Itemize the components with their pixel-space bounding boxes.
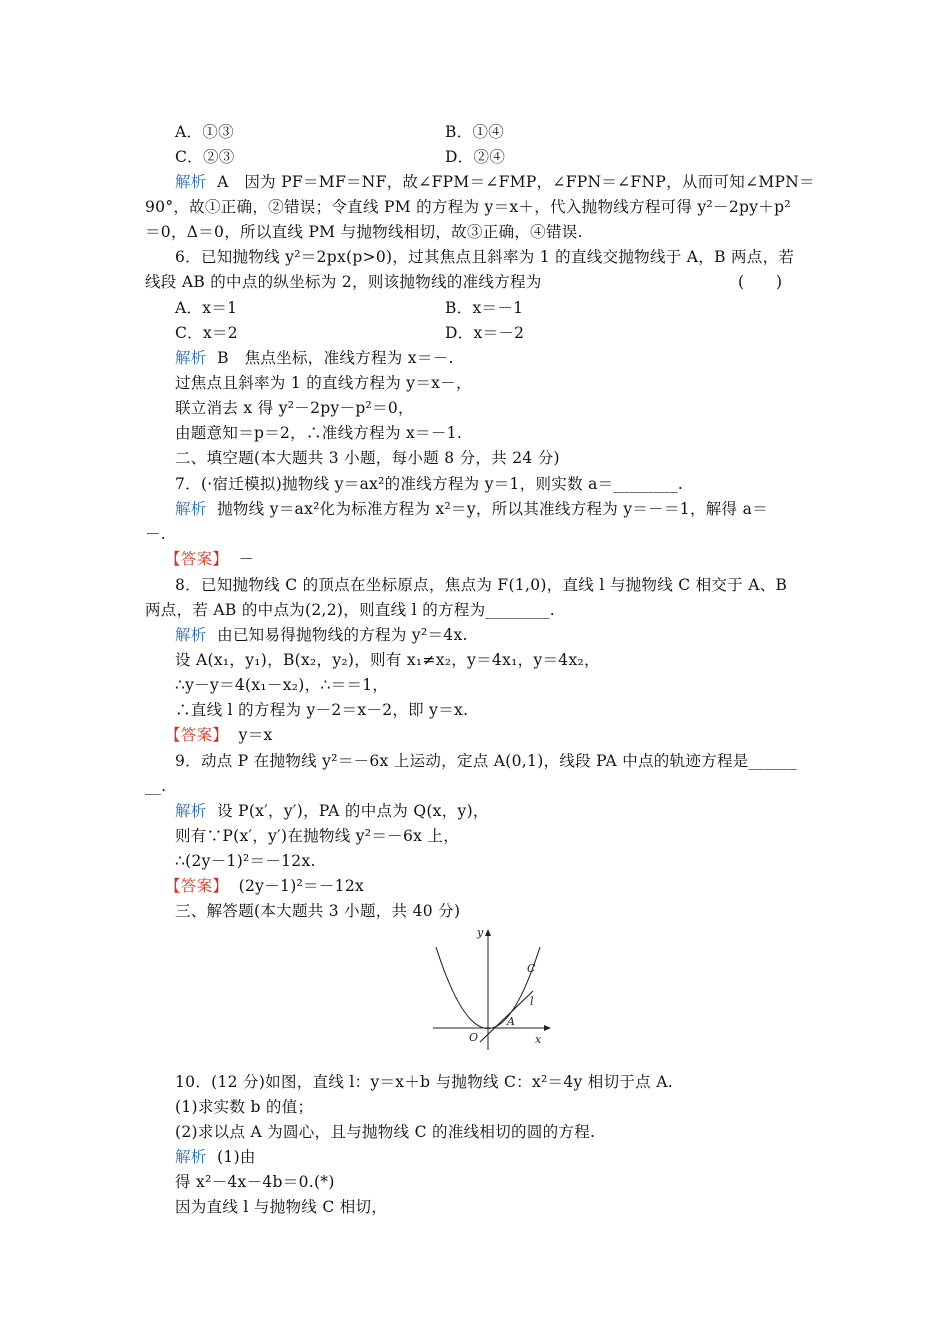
q8-solution-line4: ∴直线 l 的方程为 y－2＝x－2，即 y＝x.: [175, 701, 469, 719]
q9-stem-line2: __.: [145, 777, 167, 795]
q6-stem-line1: 6．已知抛物线 y²＝2px(p>0)，过其焦点且斜率为 1 的直线交抛物线于 A，B 两点，若: [175, 248, 795, 266]
q5-option-b: B．①④: [445, 123, 505, 141]
q5-option-a: A．①③: [175, 123, 234, 141]
q7-answer: 【答案】 －: [165, 550, 255, 568]
q8-answer: 【答案】 y＝x: [165, 726, 273, 744]
origin-label: O: [469, 1031, 479, 1044]
q7-stem: 7．(·宿迁模拟)抛物线 y＝ax²的准线方程为 y＝1，则实数 a＝________.: [175, 475, 684, 493]
q8-stem-line2: 两点，若 AB 的中点为(2,2)，则直线 l 的方程为________.: [145, 601, 556, 619]
solution-tag: 解析: [175, 626, 207, 644]
x-axis-arrow: [544, 1025, 551, 1031]
section-heading-fill-in: 二、填空题(本大题共 3 小题，每小题 8 分，共 24 分): [175, 449, 560, 467]
q10-solution-line3: 因为直线 l 与抛物线 C 相切，: [175, 1198, 388, 1216]
q6-option-a: A．x＝1: [175, 299, 238, 317]
q10-part2: (2)求以点 A 为圆心，且与抛物线 C 的准线相切的圆的方程.: [175, 1123, 596, 1141]
q9-solution-line2: 则有∵P(x′，y′)在抛物线 y²＝－6x 上，: [175, 827, 459, 845]
q8-solution-line2: 设 A(x₁，y₁)，B(x₂，y₂)，则有 x₁≠x₂，y＝4x₁，y＝4x₂，: [175, 651, 600, 669]
q10-part1: (1)求实数 b 的值；: [175, 1098, 314, 1116]
solution-tag: 解析: [175, 349, 207, 367]
curve-c-label: C: [527, 962, 536, 975]
q8-stem-line1: 8．已知抛物线 C 的顶点在坐标原点，焦点为 F(1,0)，直线 l 与抛物线 C 相交于 A、B: [175, 576, 788, 594]
q5-option-d: D．②④: [445, 148, 506, 166]
q9-stem-line1: 9．动点 P 在抛物线 y²＝－6x 上运动，定点 A(0,1)，线段 PA 中点的轨迹方程是______: [175, 752, 797, 770]
q8-solution-line3: ∴y－y＝4(x₁－x₂)，∴＝＝1，: [175, 676, 389, 694]
q7-solution-line2: －.: [145, 525, 167, 543]
parabola-figure: [425, 925, 555, 1055]
section-heading-answer: 三、解答题(本大题共 3 小题，共 40 分): [175, 902, 461, 920]
q5-option-c: C．②③: [175, 148, 235, 166]
solution-tag: 解析: [175, 173, 207, 191]
q9-solution-line3: ∴(2y－1)²＝－12x.: [175, 852, 316, 870]
q6-answer-paren: ( ): [738, 273, 783, 291]
q7-solution-line1: 解析 抛物线 y＝ax²化为标准方程为 x²＝y，所以其准线方程为 y＝－＝1，解得 a＝: [175, 500, 768, 518]
q6-solution-line2: 过焦点且斜率为 1 的直线方程为 y＝x－，: [175, 374, 472, 392]
q10-stem: 10．(12 分)如图，直线 l：y＝x＋b 与抛物线 C：x²＝4y 相切于点 A.: [175, 1073, 673, 1091]
q6-option-c: C．x＝2: [175, 324, 238, 342]
q9-answer: 【答案】 (2y－1)²＝－12x: [165, 877, 365, 895]
q10-solution-line2: 得 x²－4x－4b＝0.(*): [175, 1173, 335, 1191]
q6-stem-line2: 线段 AB 的中点的纵坐标为 2，则该抛物线的准线方程为: [145, 273, 542, 291]
solution-tag: 解析: [175, 802, 207, 820]
q10-solution-line1: 解析 (1)由: [175, 1148, 256, 1166]
point-a-label: A: [507, 1015, 515, 1028]
q8-solution-line1: 解析 由已知易得抛物线的方程为 y²＝4x.: [175, 626, 468, 644]
solution-tag: 解析: [175, 1148, 207, 1166]
q6-solution-line4: 由题意知＝p＝2，∴准线方程为 x＝－1.: [175, 424, 463, 442]
q6-option-d: D．x＝－2: [445, 324, 525, 342]
y-axis-label: y: [477, 926, 484, 939]
q9-solution-line1: 解析 设 P(x′，y′)，PA 的中点为 Q(x，y)，: [175, 802, 489, 820]
y-axis-arrow: [485, 929, 491, 936]
solution-tag: 解析: [175, 500, 207, 518]
answer-tag: 【答案】: [165, 550, 229, 568]
x-axis-label: x: [535, 1033, 542, 1046]
q6-solution-line1: 解析 B 焦点坐标，准线方程为 x＝－.: [175, 349, 454, 367]
q6-solution-line3: 联立消去 x 得 y²－2py－p²＝0，: [175, 399, 414, 417]
q5-solution-line1: 解析 A 因为 PF＝MF＝NF，故∠FPM＝∠FMP，∠FPN＝∠FNP，从而可知∠MPN＝: [175, 173, 815, 191]
answer-tag: 【答案】: [165, 726, 229, 744]
q5-solution-line3: ＝0，Δ＝0，所以直线 PM 与抛物线相切，故③正确，④错误.: [145, 223, 583, 241]
line-l-label: l: [530, 995, 534, 1008]
q5-solution-line2: 90°，故①正确，②错误；令直线 PM 的方程为 y＝x＋，代入抛物线方程可得 y²－2py＋p²: [145, 198, 791, 216]
answer-tag: 【答案】: [165, 877, 229, 895]
q6-option-b: B．x＝－1: [445, 299, 524, 317]
